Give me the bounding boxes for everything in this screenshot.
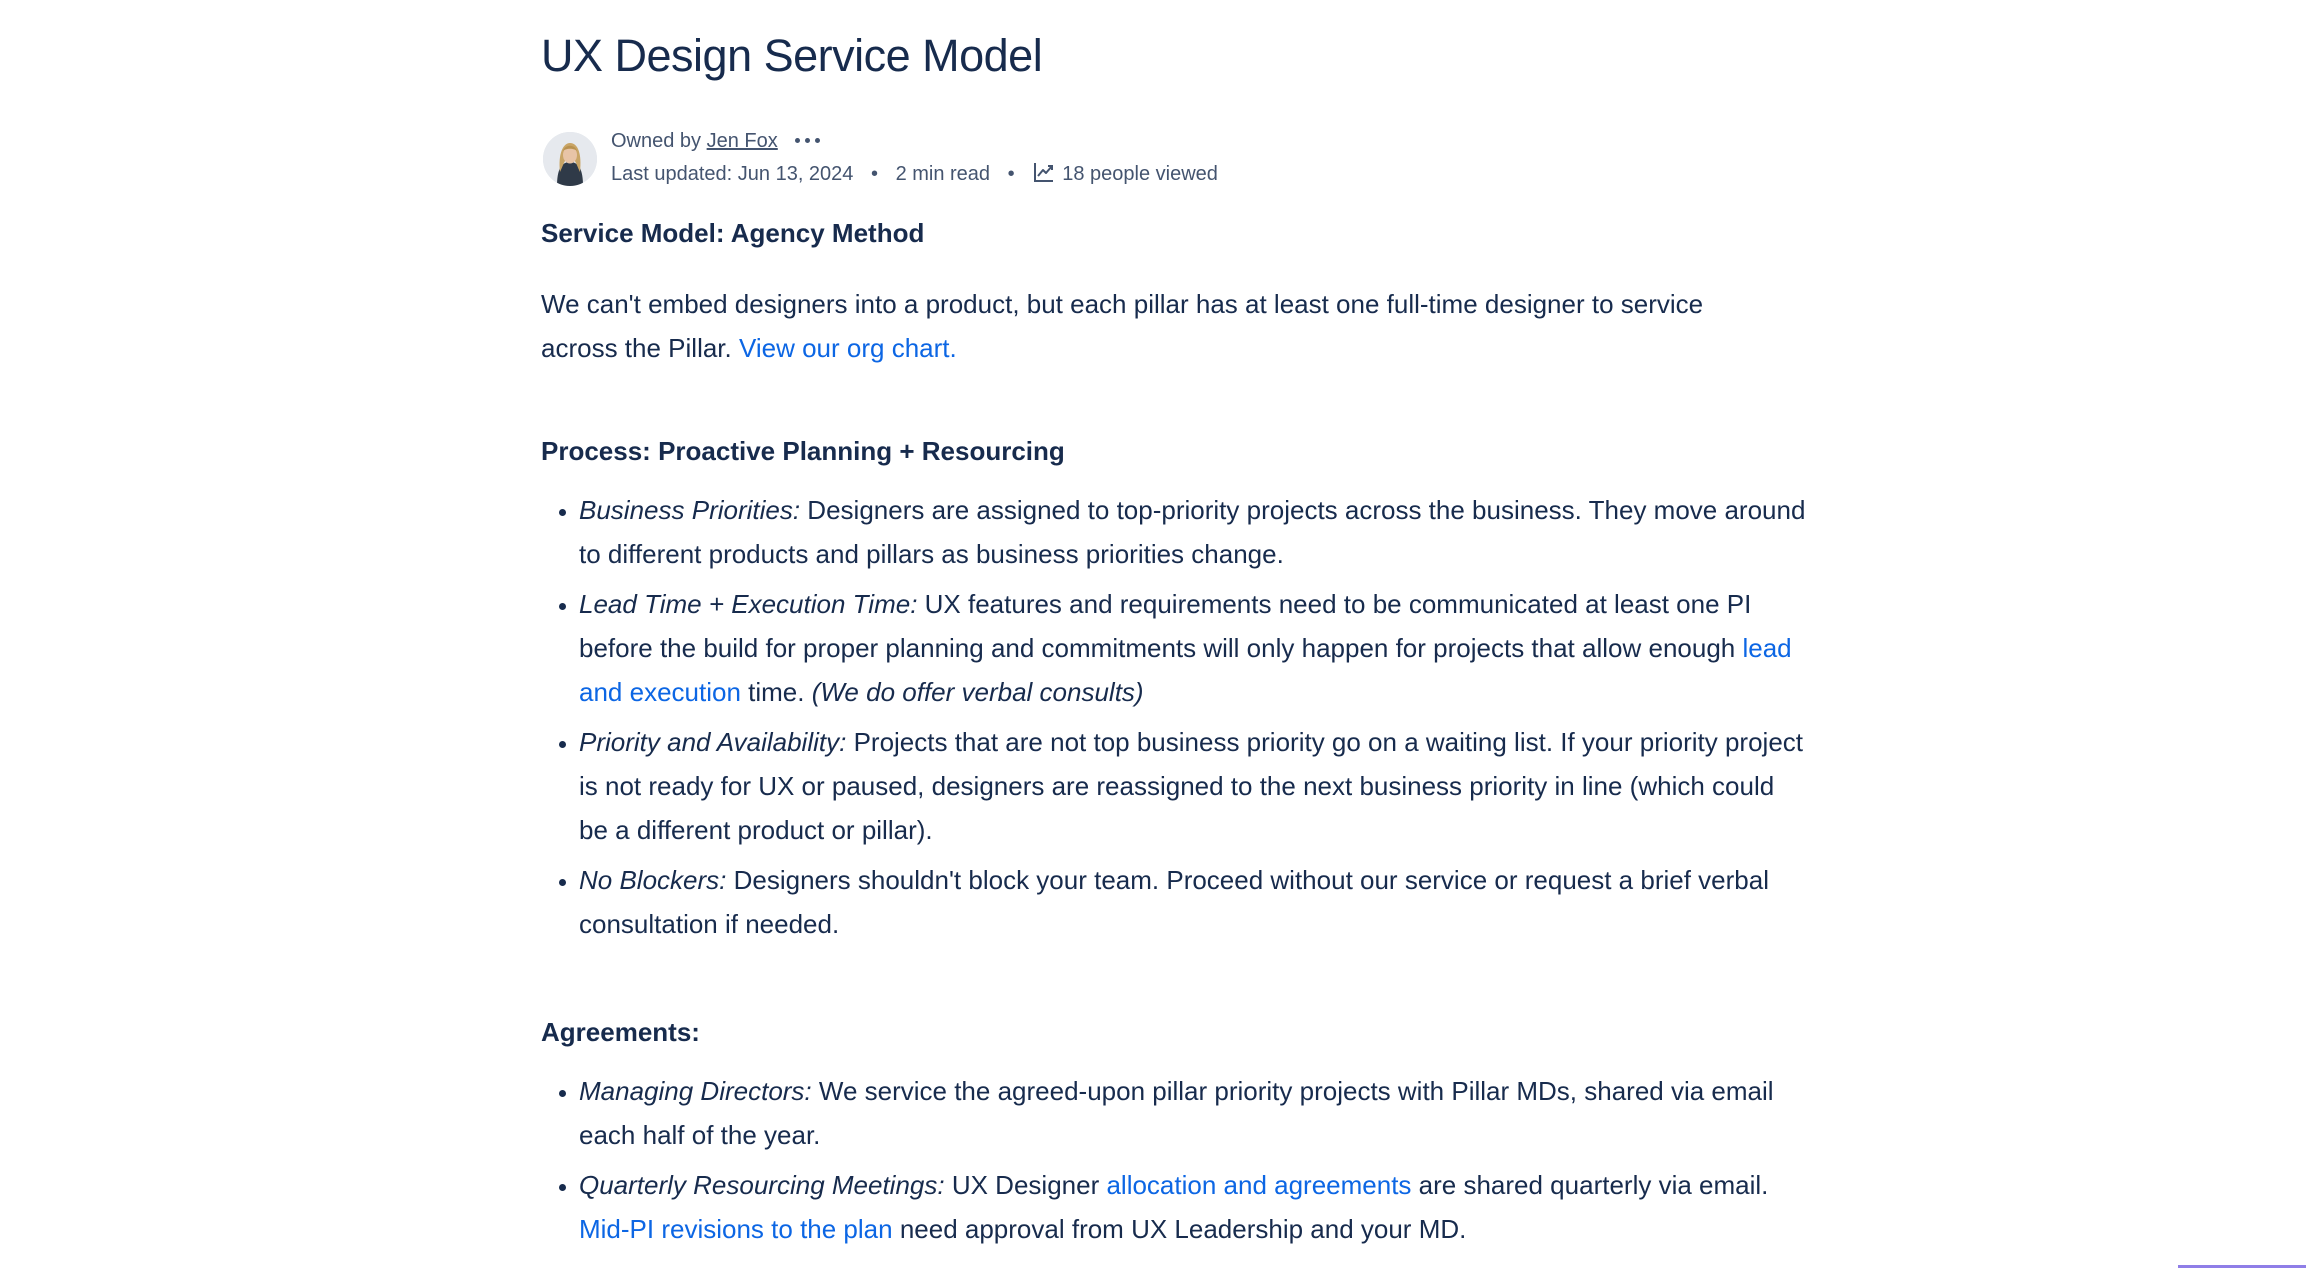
item-label: No Blockers: <box>579 865 727 895</box>
item-label: Lead Time + Execution Time: <box>579 589 918 619</box>
section-heading-process: Process: Proactive Planning + Resourcing <box>541 436 1065 466</box>
byline <box>541 130 1341 190</box>
page-analytics[interactable] <box>1032 163 1218 185</box>
item-text: UX Designer <box>944 1170 1107 1200</box>
item-text: are shared quarterly via email. <box>1411 1170 1769 1200</box>
avatar-image <box>543 132 597 186</box>
last-updated: Last updated: Jun 13, 2024 <box>611 163 854 185</box>
owner-avatar[interactable] <box>543 132 597 186</box>
list-item <box>579 1069 1809 1157</box>
views-count: 18 people viewed <box>1062 163 1218 185</box>
owner-name-link[interactable]: Jen Fox <box>706 130 778 152</box>
more-horizontal-icon[interactable] <box>793 130 823 150</box>
allocation-agreements-link[interactable]: allocation and agreements <box>1106 1170 1412 1200</box>
owned-by-label: Owned by <box>611 130 702 152</box>
mid-pi-revisions-link[interactable]: Mid-PI revisions to the plan <box>579 1214 893 1244</box>
item-label: Managing Directors: <box>579 1076 812 1106</box>
meta-separator: • <box>870 163 878 185</box>
item-text: Designers shouldn't block your team. Proceed without our service or request a brief verbal consultation if needed. <box>579 865 1769 939</box>
list-item <box>579 582 1809 714</box>
read-time: 2 min read <box>895 163 991 185</box>
page-meta <box>611 160 1218 186</box>
process-list <box>541 488 1809 952</box>
list-item <box>579 720 1809 852</box>
item-text: Projects that are not top business priority go on a waiting list. If your priority project is not ready for UX or paused, designers are reassigned to the next business priority in line (which could be a different product or pillar). <box>579 727 1804 845</box>
service-model-text: We can't embed designers into a product, but each pillar has at least one full-time designer to service across the Pillar. <box>541 289 1704 363</box>
section-heading-service-model: Service Model: Agency Method <box>541 218 925 248</box>
list-item <box>579 488 1809 576</box>
item-text: We service the agreed-upon pillar priority projects with Pillar MDs, shared via email each half of the year. <box>579 1076 1774 1150</box>
list-item <box>579 1163 1809 1251</box>
item-label: Business Priorities: <box>579 495 801 525</box>
list-item <box>579 858 1809 946</box>
item-text: need approval from UX Leadership and your MD. <box>892 1214 1467 1244</box>
item-note: (We do offer verbal consults) <box>811 677 1144 707</box>
item-text: Designers are assigned to top-priority projects across the business. They move around to different products and pillars as business priorities change. <box>579 495 1806 569</box>
item-label: Priority and Availability: <box>579 727 847 757</box>
meta-separator: • <box>1007 163 1015 185</box>
section-heading-agreements: Agreements: <box>541 1017 700 1047</box>
item-text: time. <box>740 677 812 707</box>
service-model-paragraph <box>541 282 1771 370</box>
item-label: Quarterly Resourcing Meetings: <box>579 1170 945 1200</box>
line-chart-icon <box>1032 160 1056 184</box>
page-title: UX Design Service Model <box>541 30 1043 81</box>
org-chart-link[interactable]: View our org chart. <box>738 333 957 363</box>
agreements-list <box>541 1069 1809 1257</box>
lead-execution-link[interactable]: lead and execution <box>579 633 1792 707</box>
item-text: UX features and requirements need to be communicated at least one PI before the build for proper planning and commitments will only happen for projects that allow enough <box>579 589 1752 663</box>
owner-line <box>611 130 823 153</box>
